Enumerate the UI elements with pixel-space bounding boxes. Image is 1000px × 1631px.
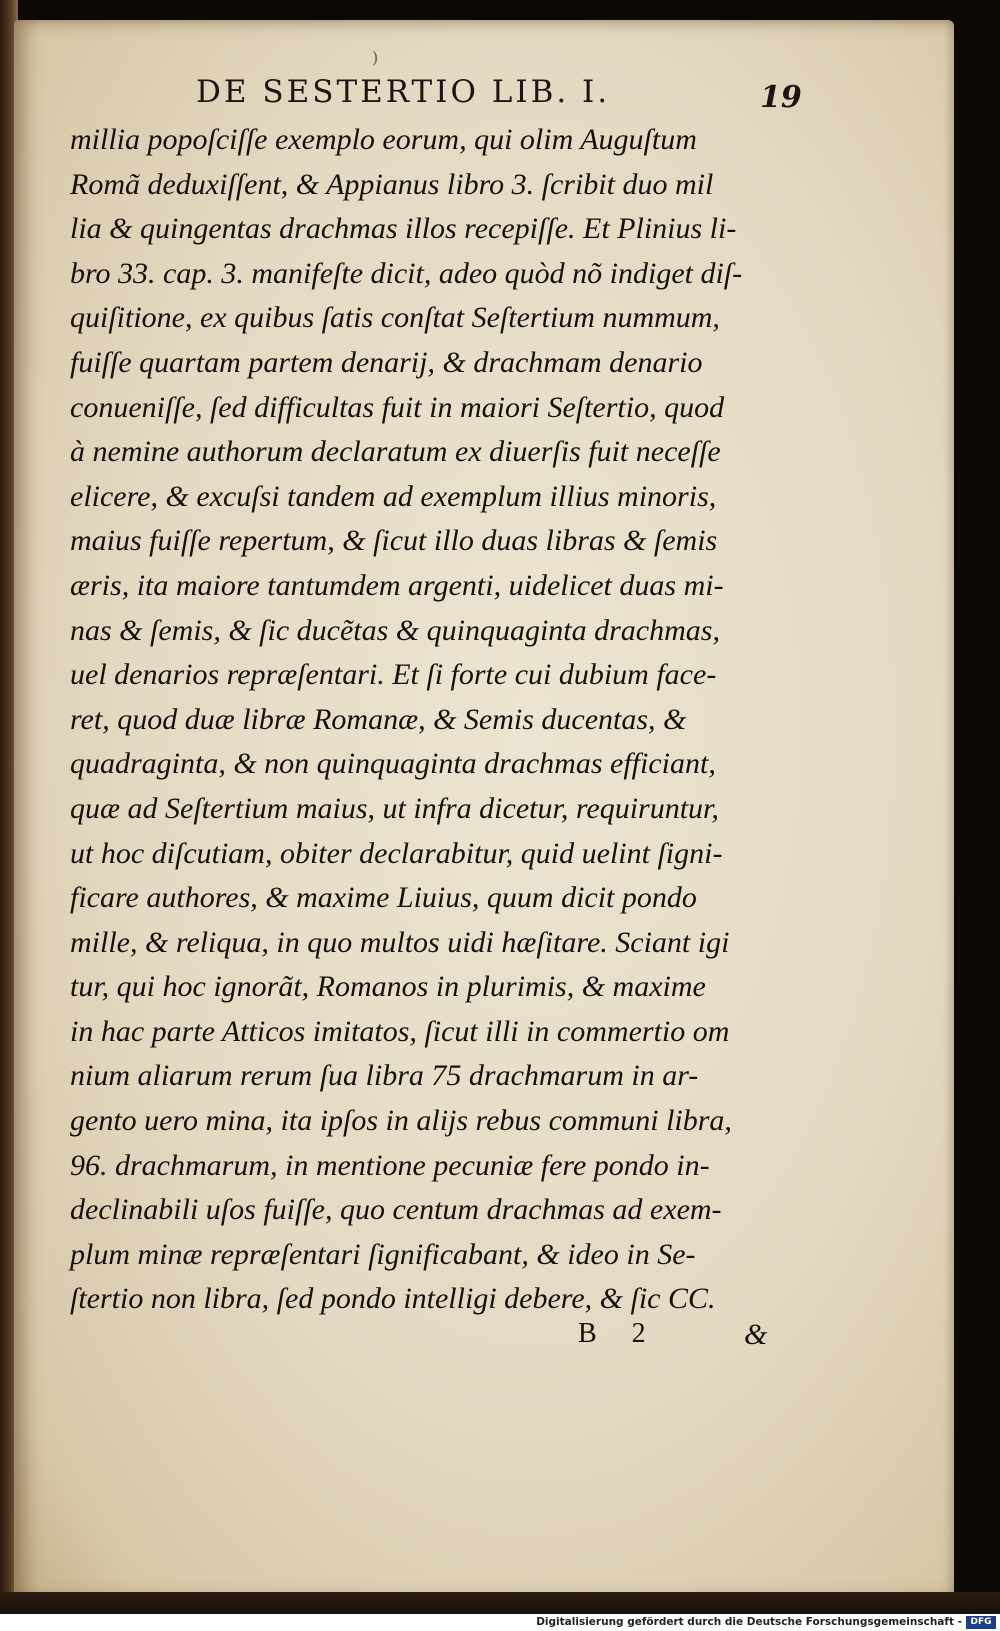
text-line: quadraginta, & non quinquaginta drachmas efficiant, — [70, 747, 716, 781]
page-bottom-edge — [0, 1592, 1000, 1614]
text-line: maius fuiſſe repertum, & ſicut illo duas libras & ſemis — [70, 524, 718, 558]
text-line: ret, quod duæ libræ Romanæ, & Semis ducentas, & — [70, 702, 687, 736]
text-line: 96. drachmarum, in mentione pecuniæ fere pondo in- — [70, 1148, 710, 1182]
text-line: æris, ita maiore tantumdem argenti, uidelicet duas mi- — [70, 568, 724, 602]
text-line: elicere, & excuſsi tandem ad exemplum illius minoris, — [70, 479, 717, 513]
text-line: ut hoc diſcutiam, obiter declarabitur, quid uelint ſigni- — [70, 836, 723, 870]
text-line: Romã deduxiſſent, & Appianus libro 3. ſcribit duo mil — [70, 167, 714, 201]
dfg-logo[interactable]: DFG — [966, 1616, 996, 1629]
text-line: quiſitione, ex quibus ſatis conſtat Seſtertium nummum, — [70, 301, 720, 335]
text-line: plum minæ repræſentari ſignificabant, & ideo in Se- — [70, 1237, 696, 1271]
text-line: quæ ad Seſtertium maius, ut infra dicetur, requiruntur, — [70, 791, 719, 825]
signature-mark: B 2 — [578, 1318, 660, 1349]
body-text — [70, 118, 810, 1322]
funding-credit: Digitalisierung gefördert durch die Deutsche Forschungsgemeinschaft - — [536, 1616, 962, 1628]
text-line: millia popoſciſſe exemplo eorum, qui olim Auguſtum — [70, 123, 697, 156]
digitization-footer — [0, 1614, 1000, 1631]
margin-mark: ) — [372, 48, 379, 67]
text-line: mille, & reliqua, in quo multos uidi hæſitare. Sciant igi — [70, 925, 730, 959]
text-line: nas & ſemis, & ſic ducẽtas & quinquaginta drachmas, — [70, 613, 720, 647]
page-number: 19 — [760, 80, 802, 115]
text-line: nium aliarum rerum ſua libra 75 drachmarum in ar- — [70, 1059, 699, 1093]
text-line: uel denarios repræſentari. Et ſi forte cui dubium face- — [70, 658, 717, 692]
text-line: tur, qui hoc ignorãt, Romanos in plurimis, & maxime — [70, 970, 706, 1004]
text-line: gento uero mina, ita ipſos in alijs rebus communi libra, — [70, 1104, 732, 1138]
text-line: lia & quingentas drachmas illos recepiſſe. Et Plinius li- — [70, 212, 737, 246]
text-line: fuiſſe quartam partem denarij, & drachmam denario — [70, 345, 703, 379]
text-line: conueniſſe, ſed difficultas fuit in maiori Seſtertio, quod — [70, 390, 725, 424]
text-line: ficare authores, & maxime Liuius, quum dicit pondo — [70, 881, 697, 915]
text-line: in hac parte Atticos imitatos, ſicut illi in commertio om — [70, 1014, 730, 1048]
text-line: ſtertio non libra, ſed pondo intelligi debere, & ſic CC. — [70, 1282, 716, 1316]
catchword: & — [744, 1318, 768, 1351]
text-line: bro 33. cap. 3. manifeſte dicit, adeo quòd nõ indiget diſ- — [70, 256, 743, 290]
text-line: declinabili uſos fuiſſe, quo centum drachmas ad exem- — [70, 1193, 722, 1227]
running-head: DE SESTERTIO LIB. I. — [196, 74, 611, 110]
text-line: à nemine authorum declaratum ex diuerſis fuit neceſſe — [70, 435, 721, 469]
